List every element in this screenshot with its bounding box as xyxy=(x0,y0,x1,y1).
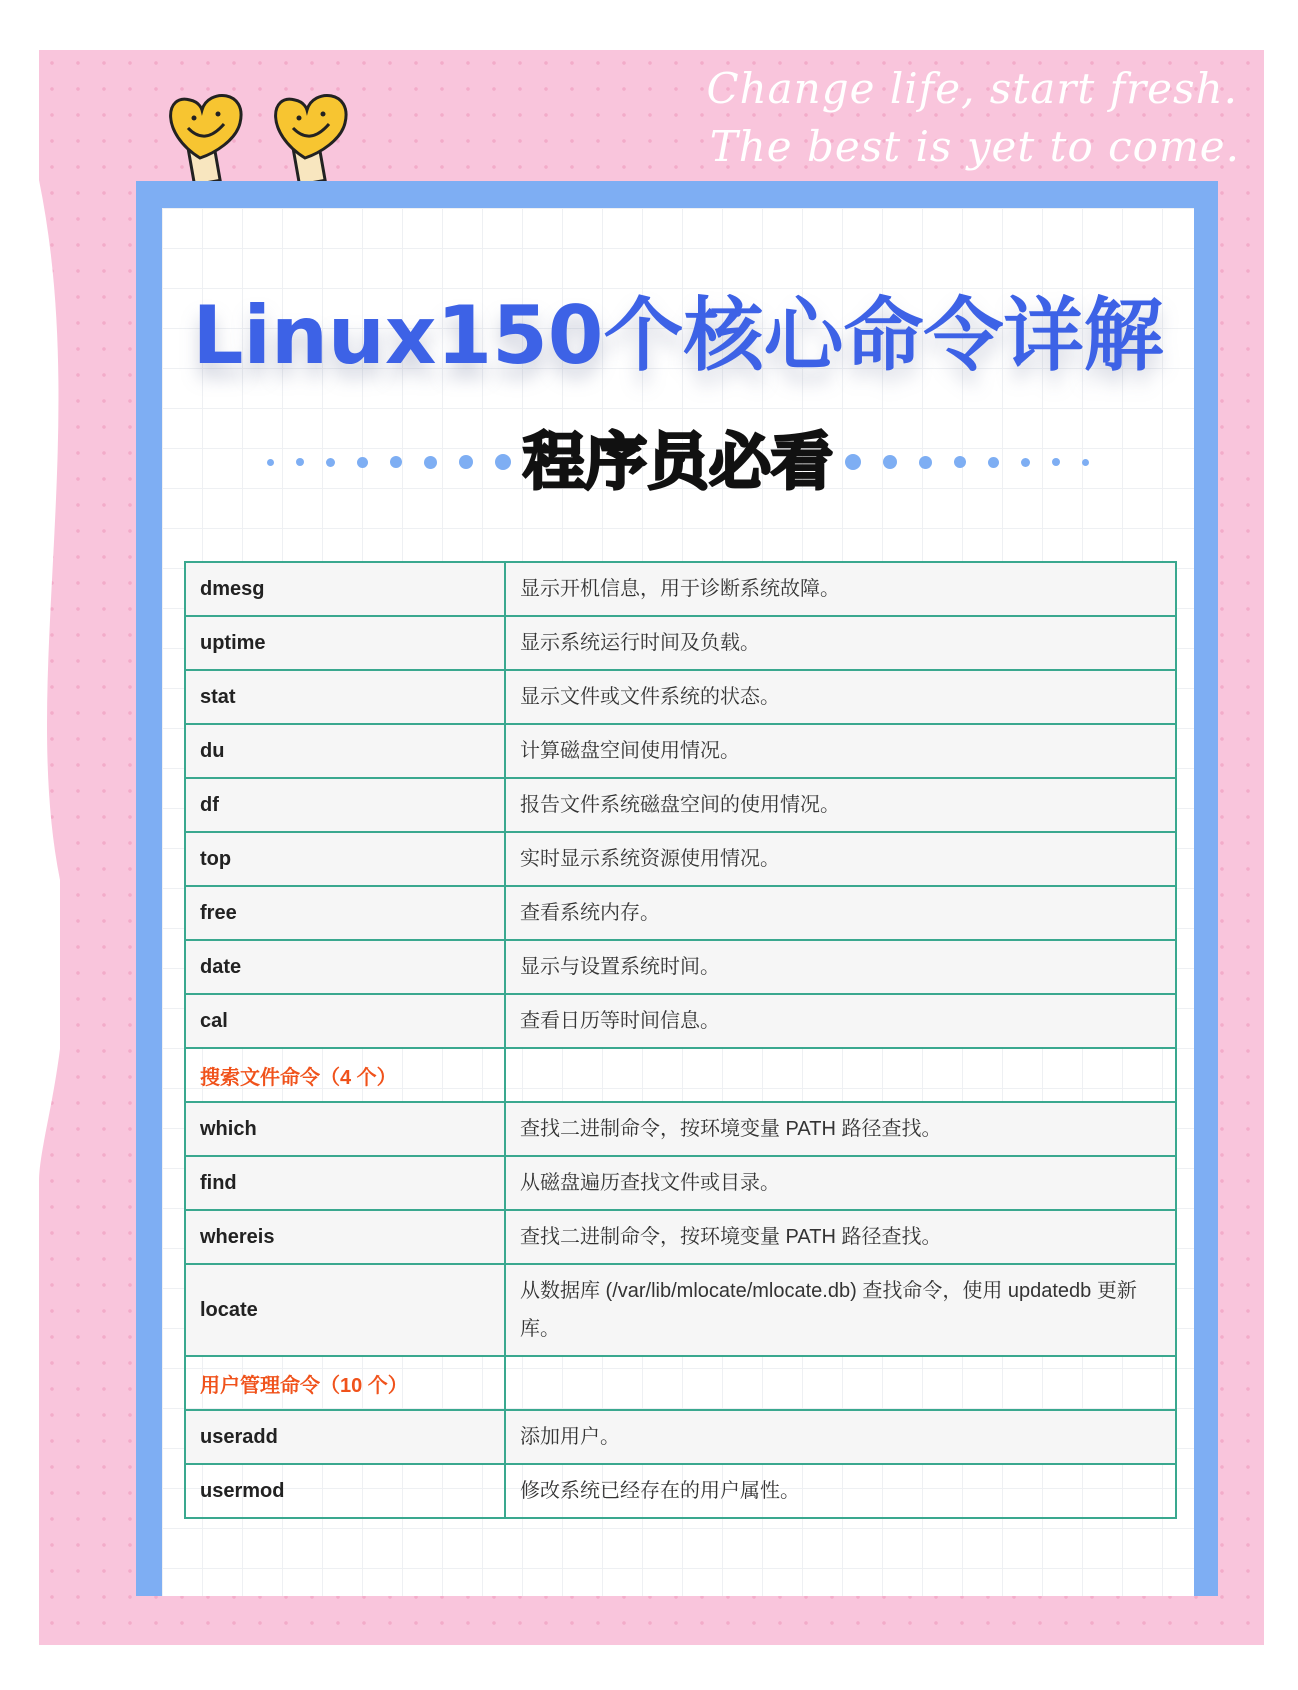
command-name: find xyxy=(185,1156,505,1210)
command-description: 查看系统内存。 xyxy=(505,886,1176,940)
dot xyxy=(1052,458,1060,466)
table-row xyxy=(185,1264,1176,1356)
command-name: usermod xyxy=(185,1464,505,1518)
table-row xyxy=(185,616,1176,670)
command-description: 从数据库 (/var/lib/mlocate/mlocate.db) 查找命令，使用 updatedb 更新库。 xyxy=(505,1264,1176,1356)
command-description: 查看日历等时间信息。 xyxy=(505,994,1176,1048)
dot xyxy=(459,455,473,469)
smiley-hearts-icon xyxy=(160,88,370,183)
command-description: 从磁盘遍历查找文件或目录。 xyxy=(505,1156,1176,1210)
table-row xyxy=(185,940,1176,994)
dot xyxy=(1082,459,1089,466)
command-name: dmesg xyxy=(185,562,505,616)
command-name: uptime xyxy=(185,616,505,670)
command-description: 显示文件或文件系统的状态。 xyxy=(505,670,1176,724)
section-header-row xyxy=(185,1048,1176,1102)
command-description: 实时显示系统资源使用情况。 xyxy=(505,832,1176,886)
dot xyxy=(883,455,897,469)
command-description: 显示开机信息，用于诊断系统故障。 xyxy=(505,562,1176,616)
dot xyxy=(495,454,511,470)
table-row xyxy=(185,778,1176,832)
command-description: 显示系统运行时间及负载。 xyxy=(505,616,1176,670)
table-row xyxy=(185,1210,1176,1264)
command-table xyxy=(184,561,1177,1519)
command-description: 查找二进制命令，按环境变量 PATH 路径查找。 xyxy=(505,1102,1176,1156)
command-description xyxy=(505,1356,1176,1410)
content-panel xyxy=(162,208,1194,1596)
dot xyxy=(954,456,966,468)
command-description xyxy=(505,1048,1176,1102)
section-title: 用户管理命令（10 个） xyxy=(185,1356,505,1410)
dots-right xyxy=(845,454,1089,470)
section-header-row xyxy=(185,1356,1176,1410)
dot xyxy=(845,454,861,470)
command-description: 报告文件系统磁盘空间的使用情况。 xyxy=(505,778,1176,832)
table-row xyxy=(185,1410,1176,1464)
page-title: Linux150个核心命令详解 xyxy=(192,289,1164,382)
wave-decoration xyxy=(0,180,60,1180)
command-name: free xyxy=(185,886,505,940)
command-name: locate xyxy=(185,1264,505,1356)
table-row xyxy=(185,670,1176,724)
dot xyxy=(267,459,274,466)
command-description: 修改系统已经存在的用户属性。 xyxy=(505,1464,1176,1518)
command-name: df xyxy=(185,778,505,832)
command-description: 计算磁盘空间使用情况。 xyxy=(505,724,1176,778)
dot xyxy=(988,457,999,468)
table-row xyxy=(185,1464,1176,1518)
command-name: which xyxy=(185,1102,505,1156)
command-name: cal xyxy=(185,994,505,1048)
subtitle: 程序员必看 xyxy=(522,425,833,498)
slogan-line-1: Change life, start fresh. xyxy=(706,64,1238,113)
command-name: useradd xyxy=(185,1410,505,1464)
command-name: du xyxy=(185,724,505,778)
dot xyxy=(296,458,304,466)
command-name: date xyxy=(185,940,505,994)
table-row xyxy=(185,1156,1176,1210)
table-row xyxy=(185,994,1176,1048)
table-row xyxy=(185,1102,1176,1156)
command-name: stat xyxy=(185,670,505,724)
dots-left xyxy=(267,454,511,470)
command-description: 查找二进制命令，按环境变量 PATH 路径查找。 xyxy=(505,1210,1176,1264)
dot xyxy=(357,457,368,468)
section-title: 搜索文件命令（4 个） xyxy=(185,1048,505,1102)
command-description: 添加用户。 xyxy=(505,1410,1176,1464)
command-name: top xyxy=(185,832,505,886)
command-description: 显示与设置系统时间。 xyxy=(505,940,1176,994)
table-row xyxy=(185,832,1176,886)
dot xyxy=(326,458,335,467)
content-frame xyxy=(136,181,1218,1596)
subtitle-row xyxy=(202,422,1154,502)
table-row xyxy=(185,886,1176,940)
dot xyxy=(1021,458,1030,467)
command-name: whereis xyxy=(185,1210,505,1264)
table-row xyxy=(185,562,1176,616)
dot xyxy=(919,456,932,469)
dot xyxy=(390,456,402,468)
dot xyxy=(424,456,437,469)
table-row xyxy=(185,724,1176,778)
slogan-line-2: The best is yet to come. xyxy=(709,122,1240,171)
